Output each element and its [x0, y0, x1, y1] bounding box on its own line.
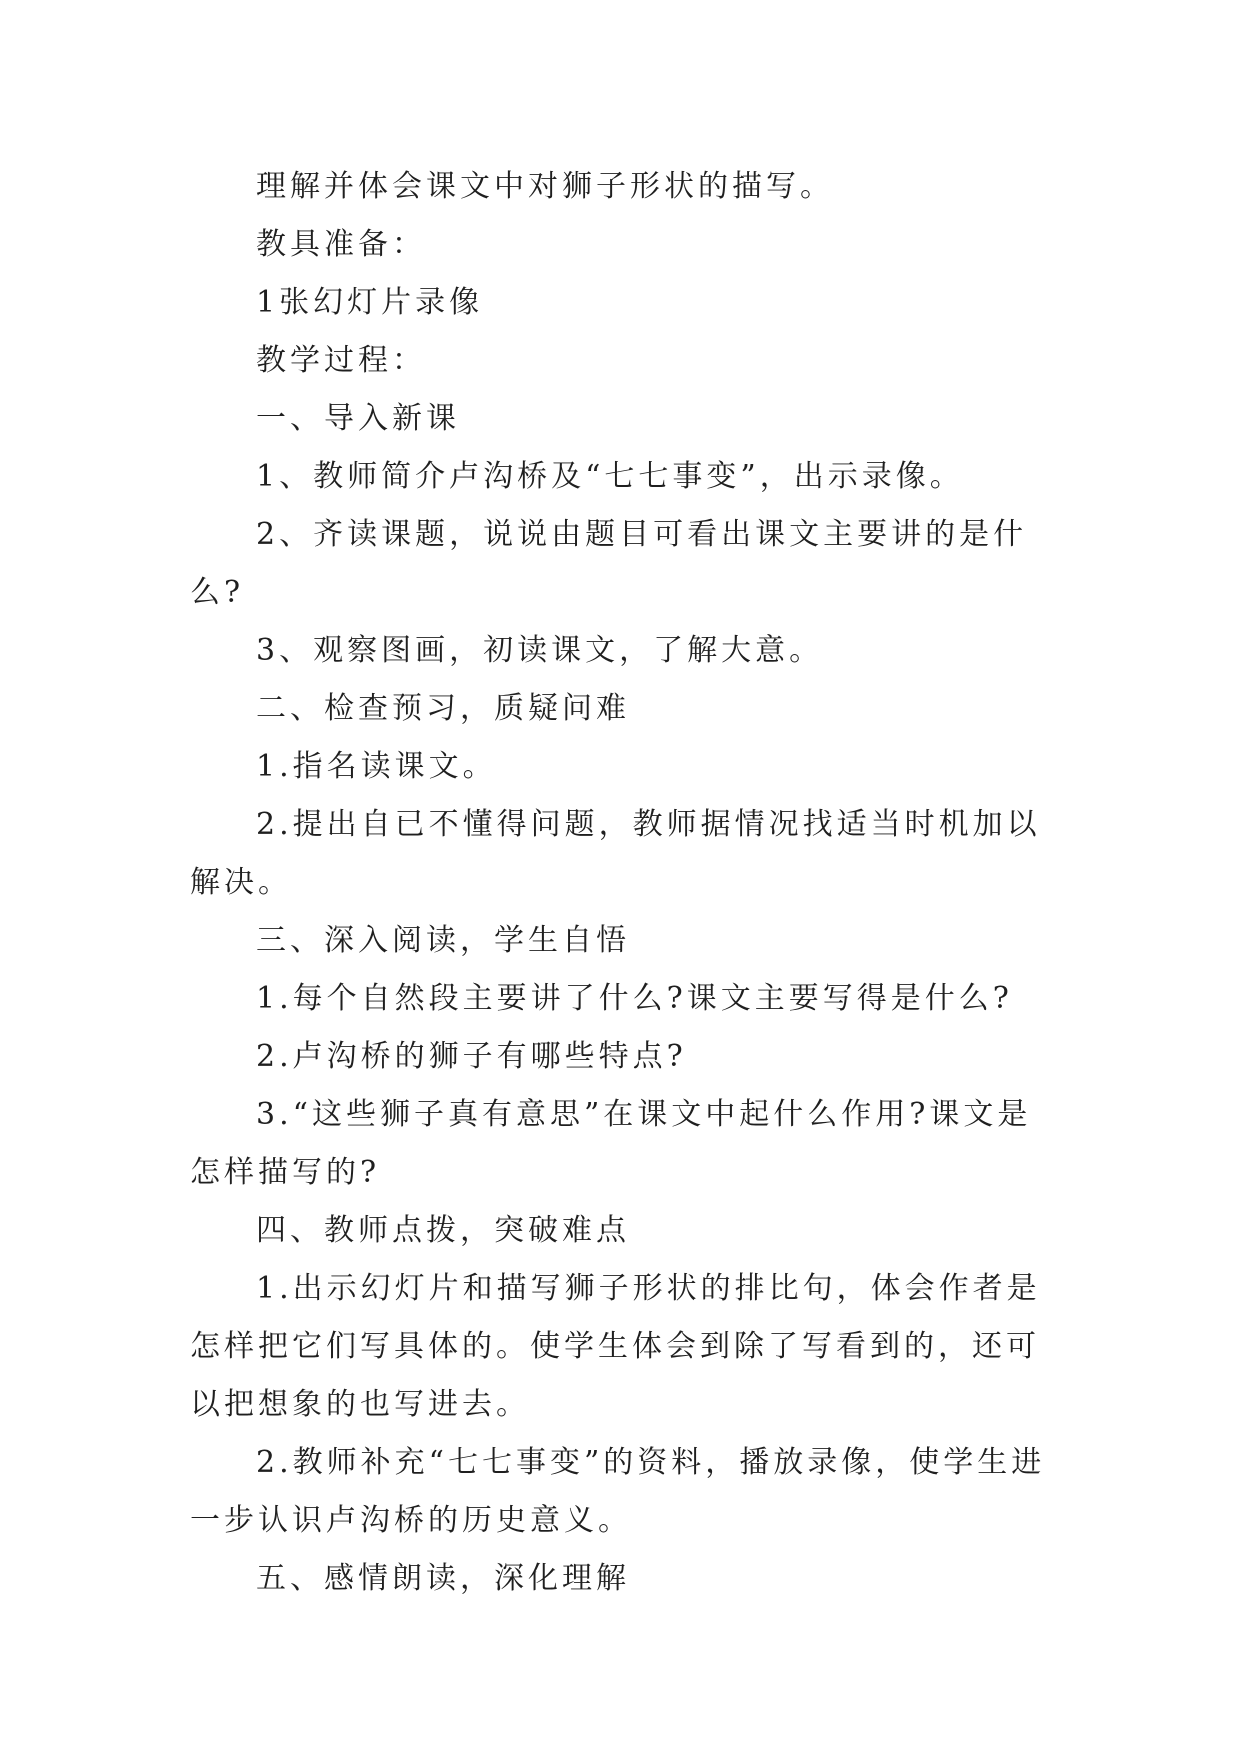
list-item: 2、齐读课题，说说由题目可看出课文主要讲的是什么?: [190, 517, 1028, 610]
section-heading: 三、深入阅读，学生自悟: [256, 923, 630, 958]
list-item: 1.指名读课文。: [256, 749, 497, 784]
section-heading: 五、感情朗读，深化理解: [256, 1561, 630, 1596]
list-item: 2.教师补充“七七事变”的资料，播放录像，使学生进一步认识卢沟桥的历史意义。: [190, 1445, 1046, 1538]
list-item: 3、观察图画，初读课文，了解大意。: [256, 633, 824, 668]
section-heading: 四、教师点拨，突破难点: [256, 1213, 630, 1248]
list-item: 3.“这些狮子真有意思”在课文中起什么作用?课文是怎样描写的?: [190, 1097, 1032, 1190]
list-item: 1、教师简介卢沟桥及“七七事变”，出示录像。: [256, 459, 964, 494]
section-label-teaching-process: 教学过程：: [256, 343, 426, 378]
body-paragraph: 1张幻灯片录像: [256, 285, 484, 320]
section-label-teaching-aids: 教具准备：: [256, 227, 426, 262]
list-item: 1.出示幻灯片和描写狮子形状的排比句，体会作者是怎样把它们写具体的。使学生体会到除了写看到的，还可以把想象的也写进去。: [190, 1271, 1041, 1422]
list-item: 2.卢沟桥的狮子有哪些特点?: [256, 1039, 687, 1074]
list-item: 1.每个自然段主要讲了什么?课文主要写得是什么?: [256, 981, 1013, 1016]
list-item: 2.提出自已不懂得问题，教师据情况找适当时机加以解决。: [190, 807, 1041, 900]
section-heading: 二、检查预习，质疑问难: [256, 691, 630, 726]
body-paragraph: 理解并体会课文中对狮子形状的描写。: [256, 169, 834, 204]
document-body: [190, 158, 1050, 1608]
section-heading: 一、导入新课: [256, 401, 460, 436]
